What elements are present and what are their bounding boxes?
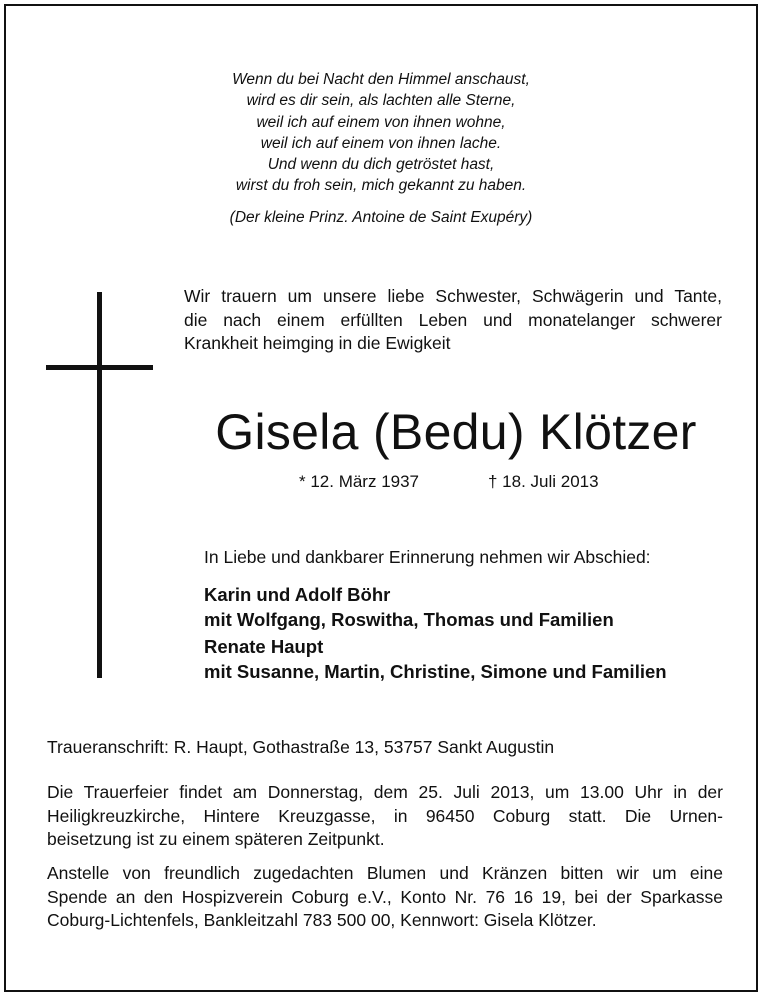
family-head: Renate Haupt	[204, 636, 324, 657]
donation-line: Anstelle von freundlich zugedachten Blumen und Kränzen bitten wir um eine	[47, 863, 723, 883]
intro-line: die nach einem erfüllten Leben und monatelanger schwerer	[184, 309, 722, 330]
cross-vertical-bar	[97, 292, 102, 678]
funeral-service-info	[47, 781, 723, 852]
farewell-text: In Liebe und dankbarer Erinnerung nehmen wir Abschied:	[204, 547, 651, 567]
cross-horizontal-bar	[46, 365, 153, 370]
family-members: mit Susanne, Martin, Christine, Simone und Familien	[204, 661, 667, 682]
deceased-name: Gisela (Bedu) Klötzer	[215, 404, 697, 460]
poem	[6, 69, 756, 228]
donation-line: Spende an den Hospizverein Coburg e.V., Konto Nr. 76 16 19, bei der Sparkasse	[47, 886, 723, 907]
service-line: Heiligkreuzkirche, Hintere Kreuzgasse, in 96450 Coburg statt. Die Urnen-	[47, 805, 723, 826]
poem-source: (Der kleine Prinz. Antoine de Saint Exupéry)	[229, 208, 533, 226]
death-date: † 18. Juli 2013	[488, 472, 599, 491]
family-group	[204, 634, 667, 684]
poem-line: Und wenn du dich getröstet hast,	[267, 156, 495, 174]
birth-date: * 12. März 1937	[299, 472, 420, 491]
poem-line: wirst du froh sein, mich gekannt zu haben.	[235, 177, 527, 195]
service-line: beisetzung ist zu einem späteren Zeitpunkt.	[47, 829, 385, 849]
mourning-address: Traueranschrift: R. Haupt, Gothastraße 13, 53757 Sankt Augustin	[47, 737, 555, 757]
family-members: mit Wolfgang, Roswitha, Thomas und Familien	[204, 609, 614, 630]
family-group	[204, 582, 614, 632]
poem-line: wird es dir sein, als lachten alle Sterne,	[246, 92, 516, 110]
donation-line: Coburg-Lichtenfels, Bankleitzahl 783 500 00, Kennwort: Gisela Klötzer.	[47, 910, 597, 930]
intro-line: Wir trauern um unsere liebe Schwester, Schwägerin und Tante,	[184, 286, 722, 306]
intro-line: Krankheit heimging in die Ewigkeit	[184, 333, 451, 353]
obituary-frame	[4, 4, 758, 992]
poem-line: weil ich auf einem von ihnen lache.	[260, 134, 502, 152]
poem-line: Wenn du bei Nacht den Himmel anschaust,	[232, 71, 530, 88]
service-line: Die Trauerfeier findet am Donnerstag, dem 25. Juli 2013, um 13.00 Uhr in der	[47, 782, 723, 802]
donation-request	[47, 862, 723, 933]
mourning-intro	[184, 285, 722, 356]
family-head: Karin und Adolf Böhr	[204, 584, 391, 605]
poem-line: weil ich auf einem von ihnen wohne,	[256, 113, 506, 131]
